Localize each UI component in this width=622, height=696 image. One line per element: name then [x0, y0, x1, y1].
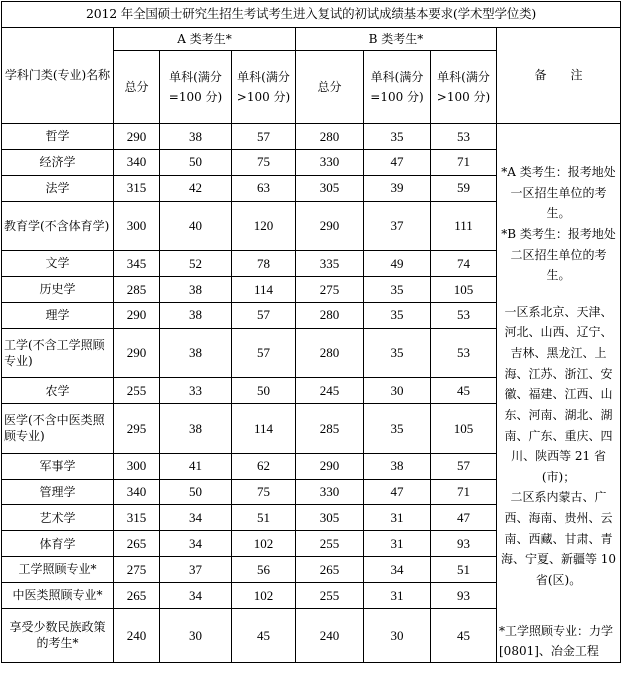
score-a-s1: 41: [160, 453, 232, 479]
note-a-definition: *A 类考生：报考地处一区招生单位的考生。: [501, 165, 616, 221]
score-b-s2: 93: [431, 583, 497, 609]
score-a-s1: 37: [160, 557, 232, 583]
score-b-s2: 59: [431, 175, 497, 201]
score-a-s2: 50: [232, 378, 296, 404]
notes-cell: [497, 124, 621, 663]
score-a-total: 345: [114, 251, 160, 277]
note-b-definition: *B 类考生：报考地处二区招生单位的考生。: [501, 226, 616, 283]
score-a-s1: 34: [160, 531, 232, 557]
row-category: 工学照顾专业*: [2, 557, 114, 583]
score-a-s1: 33: [160, 378, 232, 404]
score-b-s2: 111: [431, 201, 497, 251]
note-zone-one: 一区系北京、天津、河北、山西、辽宁、吉林、黑龙江、上海、江苏、浙江、安徽、福建、江西、山东、河南、湖北、湖南、广东、重庆、四川、陕西等 21 省(市)；: [504, 304, 613, 484]
row-category: 中医类照顾专业*: [2, 583, 114, 609]
header-group-a: A 类考生*: [114, 28, 296, 51]
header-row-groups: [2, 28, 621, 51]
score-a-s2: 102: [232, 531, 296, 557]
score-a-total: 290: [114, 328, 160, 378]
score-b-total: 290: [296, 201, 364, 251]
score-b-s1: 34: [364, 557, 431, 583]
row-category: 历史学: [2, 277, 114, 303]
score-a-total: 290: [114, 302, 160, 328]
row-category: 农学: [2, 378, 114, 404]
score-a-s2: 75: [232, 479, 296, 505]
score-a-total: 315: [114, 505, 160, 531]
row-category: 艺术学: [2, 505, 114, 531]
score-a-s1: 50: [160, 149, 232, 175]
score-a-total: 290: [114, 124, 160, 150]
header-b-single-100: 单科(满分=100 分): [364, 51, 431, 124]
score-b-total: 285: [296, 404, 364, 454]
score-b-total: 280: [296, 302, 364, 328]
header-category: 学科门类(专业)名称: [2, 28, 114, 124]
score-a-s1: 42: [160, 175, 232, 201]
score-a-total: 300: [114, 453, 160, 479]
score-b-total: 280: [296, 328, 364, 378]
score-b-s2: 45: [431, 378, 497, 404]
score-b-s1: 38: [364, 453, 431, 479]
score-a-s1: 38: [160, 328, 232, 378]
row-category: 军事学: [2, 453, 114, 479]
score-b-s1: 31: [364, 531, 431, 557]
score-b-s2: 45: [431, 608, 497, 662]
row-category: 哲学: [2, 124, 114, 150]
header-a-single-100: 单科(满分=100 分): [160, 51, 232, 124]
score-b-s1: 30: [364, 378, 431, 404]
header-a-single-gt100: 单科(满分>100 分): [232, 51, 296, 124]
row-category: 享受少数民族政策的考生*: [2, 608, 114, 662]
score-b-s1: 35: [364, 328, 431, 378]
score-b-s1: 31: [364, 505, 431, 531]
score-a-s2: 57: [232, 328, 296, 378]
score-b-s2: 53: [431, 124, 497, 150]
header-notes: 备 注: [497, 28, 621, 124]
score-a-s1: 52: [160, 251, 232, 277]
score-b-total: 305: [296, 175, 364, 201]
score-a-total: 285: [114, 277, 160, 303]
score-b-total: 265: [296, 557, 364, 583]
row-category: 体育学: [2, 531, 114, 557]
table-row: [2, 124, 621, 150]
score-b-total: 240: [296, 608, 364, 662]
score-a-s2: 57: [232, 124, 296, 150]
title-row: [2, 2, 621, 28]
score-b-s2: 71: [431, 479, 497, 505]
score-b-s1: 35: [364, 277, 431, 303]
note-zone-two: 二区系内蒙古、广西、海南、贵州、云南、西藏、甘肃、青海、宁夏、新疆等 10 省(区)。: [500, 490, 617, 587]
score-a-s1: 50: [160, 479, 232, 505]
header-a-total: 总分: [114, 51, 160, 124]
row-category: 理学: [2, 302, 114, 328]
score-b-total: 280: [296, 124, 364, 150]
score-b-s2: 53: [431, 328, 497, 378]
score-a-s1: 38: [160, 277, 232, 303]
score-b-s2: 51: [431, 557, 497, 583]
score-b-total: 335: [296, 251, 364, 277]
score-a-total: 340: [114, 479, 160, 505]
row-category: 经济学: [2, 149, 114, 175]
score-b-total: 330: [296, 149, 364, 175]
score-a-s2: 45: [232, 608, 296, 662]
row-category: 医学(不含中医类照顾专业): [2, 404, 114, 454]
score-b-s2: 47: [431, 505, 497, 531]
score-b-s2: 53: [431, 302, 497, 328]
score-a-total: 265: [114, 531, 160, 557]
score-a-s2: 114: [232, 277, 296, 303]
score-b-s1: 39: [364, 175, 431, 201]
header-b-total: 总分: [296, 51, 364, 124]
score-b-s1: 35: [364, 124, 431, 150]
score-b-s1: 31: [364, 583, 431, 609]
score-a-s1: 34: [160, 505, 232, 531]
score-b-total: 330: [296, 479, 364, 505]
score-a-s2: 63: [232, 175, 296, 201]
score-a-total: 315: [114, 175, 160, 201]
score-a-total: 240: [114, 608, 160, 662]
score-b-s2: 105: [431, 404, 497, 454]
score-a-s2: 57: [232, 302, 296, 328]
row-category: 教育学(不含体育学): [2, 201, 114, 251]
score-table: [1, 1, 621, 663]
row-category: 工学(不含工学照顾专业): [2, 328, 114, 378]
score-a-total: 265: [114, 583, 160, 609]
score-b-total: 255: [296, 583, 364, 609]
score-b-s2: 57: [431, 453, 497, 479]
row-category: 管理学: [2, 479, 114, 505]
row-category: 文学: [2, 251, 114, 277]
score-a-s2: 78: [232, 251, 296, 277]
score-b-total: 275: [296, 277, 364, 303]
score-a-total: 340: [114, 149, 160, 175]
score-a-s1: 30: [160, 608, 232, 662]
score-a-total: 255: [114, 378, 160, 404]
score-b-total: 255: [296, 531, 364, 557]
score-b-s2: 74: [431, 251, 497, 277]
score-b-s2: 71: [431, 149, 497, 175]
score-a-s1: 38: [160, 124, 232, 150]
header-group-b: B 类考生*: [296, 28, 497, 51]
score-b-total: 305: [296, 505, 364, 531]
score-a-total: 300: [114, 201, 160, 251]
score-a-s2: 114: [232, 404, 296, 454]
score-a-s1: 38: [160, 302, 232, 328]
score-a-s1: 34: [160, 583, 232, 609]
score-b-s2: 93: [431, 531, 497, 557]
header-b-single-gt100: 单科(满分>100 分): [431, 51, 497, 124]
score-a-s2: 56: [232, 557, 296, 583]
score-a-s2: 75: [232, 149, 296, 175]
score-a-s1: 40: [160, 201, 232, 251]
table-title: 2012 年全国硕士研究生招生考试考生进入复试的初试成绩基本要求(学术型学位类): [2, 2, 621, 28]
score-a-s2: 62: [232, 453, 296, 479]
note-engineering: *工学照顾专业：力学[0801]、冶金工程: [499, 623, 614, 659]
score-b-s1: 35: [364, 404, 431, 454]
score-b-s1: 35: [364, 302, 431, 328]
score-b-s1: 49: [364, 251, 431, 277]
score-a-total: 275: [114, 557, 160, 583]
row-category: 法学: [2, 175, 114, 201]
score-b-s1: 37: [364, 201, 431, 251]
score-b-s1: 30: [364, 608, 431, 662]
score-b-s1: 47: [364, 149, 431, 175]
score-b-total: 245: [296, 378, 364, 404]
score-a-s2: 51: [232, 505, 296, 531]
score-b-s1: 47: [364, 479, 431, 505]
score-b-s2: 105: [431, 277, 497, 303]
score-b-total: 290: [296, 453, 364, 479]
score-a-s1: 38: [160, 404, 232, 454]
score-a-total: 295: [114, 404, 160, 454]
score-a-s2: 102: [232, 583, 296, 609]
score-a-s2: 120: [232, 201, 296, 251]
